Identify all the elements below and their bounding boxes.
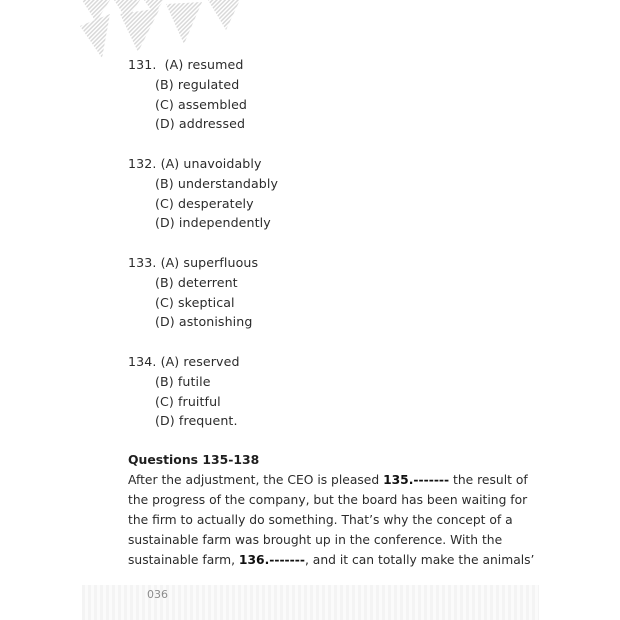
question-134 [128, 352, 508, 431]
option-a: (A) superfluous [160, 254, 259, 270]
section-title: Questions 135-138 [128, 452, 260, 467]
passage-line: the progress of the company, but the board has been waiting for [128, 493, 528, 507]
option-d: (D) independently [155, 215, 271, 231]
question-132 [128, 154, 508, 233]
option-c: (C) assembled [155, 96, 248, 112]
option-b: (B) regulated [155, 76, 240, 92]
passage-line: the firm to actually do something. That’s why the concept of a [128, 513, 513, 527]
option-d: (D) astonishing [155, 314, 253, 330]
option-c: (C) skeptical [155, 294, 235, 310]
option-a: (A) reserved [160, 353, 240, 369]
option-d: (D) frequent. [155, 413, 238, 429]
passage-line: After the adjustment, the CEO is pleased 135.------- the result of [128, 473, 528, 487]
passage-text [128, 470, 535, 570]
question-131 [128, 55, 508, 134]
question-number: 132. [128, 155, 157, 171]
passage-line: sustainable farm was brought up in the conference. With the [128, 533, 503, 547]
passage-section [128, 450, 535, 570]
option-a: (A) resumed [164, 57, 244, 72]
question-133 [128, 253, 508, 332]
answer-choices [128, 55, 508, 451]
option-b: (B) understandably [155, 175, 279, 191]
option-c: (C) fruitful [155, 393, 221, 409]
blank-135: 135.------- [383, 473, 450, 487]
option-b: (B) futile [155, 373, 211, 389]
page-number: 036 [147, 588, 168, 601]
question-number: 133. [128, 254, 157, 270]
blank-136: 136.------- [238, 553, 305, 567]
option-c: (C) desperately [155, 195, 254, 211]
option-d: (D) addressed [155, 116, 246, 132]
question-number: 131. [128, 57, 157, 72]
question-number: 134. [128, 353, 157, 369]
bunting-decoration [80, 0, 250, 60]
passage-line: sustainable farm, 136.-------, and it can totally make the animals’ [128, 553, 535, 567]
option-b: (B) deterrent [155, 274, 238, 290]
option-a: (A) unavoidably [160, 155, 262, 171]
